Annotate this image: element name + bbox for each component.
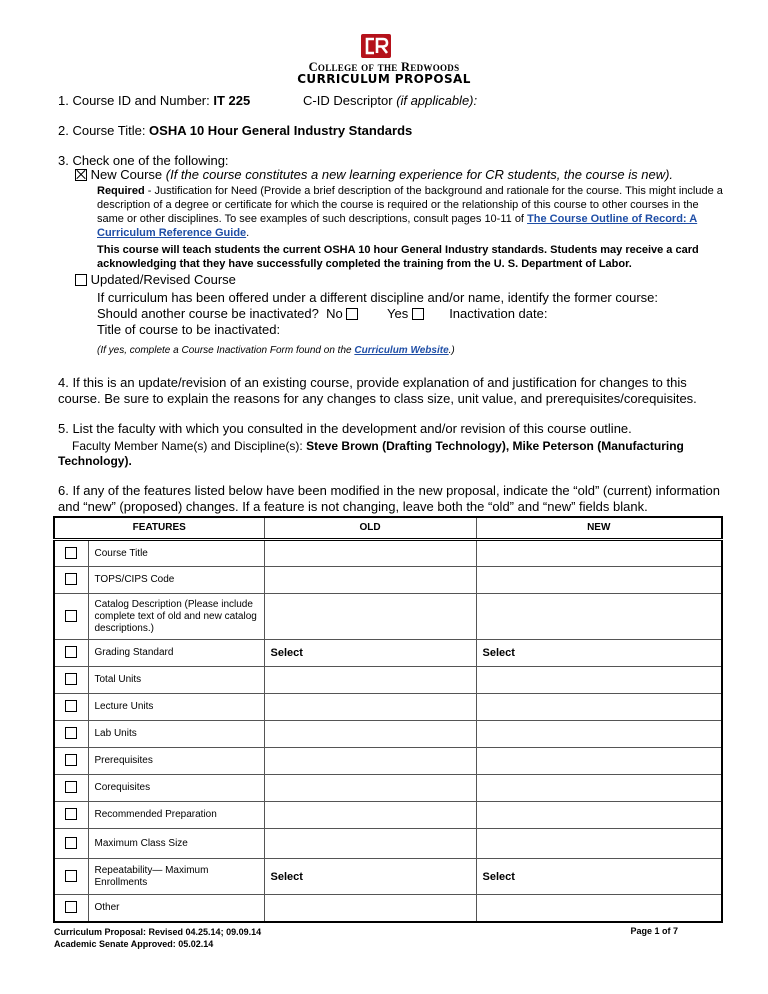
feature-label: Course Title bbox=[88, 540, 264, 567]
table-row bbox=[54, 667, 722, 694]
row-checkbox[interactable] bbox=[65, 573, 77, 585]
table-row bbox=[54, 694, 722, 721]
curriculum-website-link[interactable]: Curriculum Website bbox=[354, 345, 449, 356]
faculty-line: Faculty Member Name(s) and Discipline(s): Steve Brown (Drafting Technology), Mike Peterson (Manufacturing Technology). bbox=[58, 439, 684, 468]
inactivate-yes-checkbox[interactable] bbox=[412, 308, 424, 320]
feature-label: Other bbox=[88, 895, 264, 922]
new-cell[interactable] bbox=[476, 802, 722, 829]
inactivation-date-label: Inactivation date: bbox=[449, 306, 548, 321]
row-checkbox[interactable] bbox=[65, 727, 77, 739]
old-cell[interactable] bbox=[264, 667, 476, 694]
old-cell[interactable] bbox=[264, 540, 476, 567]
justification-instructions: Required - Justification for Need (Provide a brief description of the background and rationale for the course. This might include a description of a degree or certificate for which the course is required or the relationship of this course to other courses in the same or other disciplines. To see examples of such descriptions, consult pages 10-11 of The Course Outline of Record: A Curriculum Reference Guide. bbox=[97, 185, 723, 239]
item-4-text: 4. If this is an update/revision of an existing course, provide explanation of and justification for changes to this course. Be sure to explain the reasons for any changes to class size, unit value, and prerequisites/corequisites. bbox=[58, 375, 697, 406]
row-checkbox[interactable] bbox=[65, 547, 77, 559]
row-checkbox[interactable] bbox=[65, 837, 77, 849]
feature-label: Repeatability— Maximum Enrollments bbox=[88, 859, 264, 895]
table-row bbox=[54, 829, 722, 859]
college-logo bbox=[361, 34, 391, 58]
table-row bbox=[54, 594, 722, 640]
old-cell[interactable] bbox=[264, 895, 476, 922]
new-course-checkbox[interactable] bbox=[75, 169, 87, 181]
old-cell[interactable] bbox=[264, 594, 476, 640]
table-row bbox=[54, 567, 722, 594]
table-row bbox=[54, 802, 722, 829]
inactivate-no-checkbox[interactable] bbox=[346, 308, 358, 320]
row-checkbox[interactable] bbox=[65, 808, 77, 820]
row-checkbox[interactable] bbox=[65, 610, 77, 622]
row-checkbox[interactable] bbox=[65, 781, 77, 793]
old-cell[interactable] bbox=[264, 829, 476, 859]
feature-label: TOPS/CIPS Code bbox=[88, 567, 264, 594]
feature-label: Corequisites bbox=[88, 775, 264, 802]
old-cell[interactable] bbox=[264, 775, 476, 802]
new-cell[interactable] bbox=[476, 594, 722, 640]
features-table bbox=[53, 516, 723, 923]
item-6-text: 6. If any of the features listed below have been modified in the new proposal, indicate the “old” (current) information and “new” (proposed) changes. If a feature is not changing, leave both the “old” and “new” fields blank. bbox=[58, 483, 720, 514]
faculty-value: Steve Brown (Drafting Technology), Mike Peterson (Manufacturing Technology). bbox=[58, 439, 684, 468]
row-checkbox[interactable] bbox=[65, 754, 77, 766]
page-number: Page 1 of 7 bbox=[630, 926, 678, 936]
table-row bbox=[54, 748, 722, 775]
table-row bbox=[54, 640, 722, 667]
new-select[interactable]: Select bbox=[476, 640, 722, 667]
item-5-text: 5. List the faculty with which you consulted in the development and/or revision of this course outline. bbox=[58, 421, 632, 436]
updated-course-option: Updated/Revised Course bbox=[75, 272, 236, 288]
old-select[interactable]: Select bbox=[264, 859, 476, 895]
feature-label: Total Units bbox=[88, 667, 264, 694]
feature-label: Lecture Units bbox=[88, 694, 264, 721]
feature-label: Catalog Description (Please include complete text of old and new catalog descriptions.) bbox=[88, 594, 264, 640]
table-row bbox=[54, 775, 722, 802]
footer-revision: Curriculum Proposal: Revised 04.25.14; 09.09.14 Academic Senate Approved: 05.02.14 bbox=[54, 927, 262, 949]
table-row bbox=[54, 721, 722, 748]
old-select[interactable]: Select bbox=[264, 640, 476, 667]
feature-label: Lab Units bbox=[88, 721, 264, 748]
course-id-label: 1. Course ID and Number: bbox=[58, 93, 214, 108]
old-cell[interactable] bbox=[264, 748, 476, 775]
row-checkbox[interactable] bbox=[65, 673, 77, 685]
old-cell[interactable] bbox=[264, 721, 476, 748]
new-cell[interactable] bbox=[476, 667, 722, 694]
feature-label: Grading Standard bbox=[88, 640, 264, 667]
inactivate-question: Should another course be inactivated? No Yes Inactivation date: bbox=[97, 306, 548, 321]
course-id-line bbox=[58, 93, 250, 109]
new-select[interactable]: Select bbox=[476, 859, 722, 895]
new-cell[interactable] bbox=[476, 895, 722, 922]
feature-label: Prerequisites bbox=[88, 748, 264, 775]
new-cell[interactable] bbox=[476, 567, 722, 594]
document-title: CURRICULUM PROPOSAL bbox=[297, 72, 471, 86]
header-features: FEATURES bbox=[54, 517, 264, 540]
justification-text: This course will teach students the current OSHA 10 hour General Industry standards. Students may receive a card acknowledging that they have successfully completed the training from the U. S. Department of Labor. bbox=[97, 244, 699, 270]
feature-label: Maximum Class Size bbox=[88, 829, 264, 859]
header-new: NEW bbox=[476, 517, 722, 540]
new-course-option: New Course (If the course constitutes a new learning experience for CR students, the course is new). bbox=[75, 167, 673, 183]
former-course-prompt: If curriculum has been offered under a different discipline and/or name, identify the former course: bbox=[97, 290, 658, 305]
new-cell[interactable] bbox=[476, 829, 722, 859]
course-title-line: 2. Course Title: OSHA 10 Hour General Industry Standards bbox=[58, 123, 413, 138]
table-row bbox=[54, 540, 722, 567]
old-cell[interactable] bbox=[264, 567, 476, 594]
course-title-value: OSHA 10 Hour General Industry Standards bbox=[149, 123, 413, 138]
old-cell[interactable] bbox=[264, 802, 476, 829]
table-row bbox=[54, 859, 722, 895]
new-cell[interactable] bbox=[476, 748, 722, 775]
curriculum-guide-link[interactable]: The Course Outline of Record: A Curriculum Reference Guide bbox=[97, 213, 698, 239]
title-inactivated-label: Title of course to be inactivated: bbox=[97, 322, 281, 337]
row-checkbox[interactable] bbox=[65, 901, 77, 913]
row-checkbox[interactable] bbox=[65, 870, 77, 882]
new-cell[interactable] bbox=[476, 694, 722, 721]
table-row bbox=[54, 895, 722, 922]
course-id-value: IT 225 bbox=[213, 93, 251, 108]
new-cell[interactable] bbox=[476, 721, 722, 748]
check-one-heading: 3. Check one of the following: bbox=[58, 153, 229, 168]
header-old: OLD bbox=[264, 517, 476, 540]
table-header-row bbox=[54, 517, 722, 540]
row-checkbox[interactable] bbox=[65, 646, 77, 658]
cid-descriptor: C-ID Descriptor (if applicable): bbox=[303, 93, 478, 108]
feature-label: Recommended Preparation bbox=[88, 802, 264, 829]
row-checkbox[interactable] bbox=[65, 700, 77, 712]
updated-course-checkbox[interactable] bbox=[75, 274, 87, 286]
old-cell[interactable] bbox=[264, 694, 476, 721]
inactivation-note: (If yes, complete a Course Inactivation Form found on the Curriculum Website.) bbox=[97, 345, 455, 356]
college-name: College of the Redwoods bbox=[308, 60, 460, 74]
new-cell[interactable] bbox=[476, 775, 722, 802]
new-cell[interactable] bbox=[476, 540, 722, 567]
